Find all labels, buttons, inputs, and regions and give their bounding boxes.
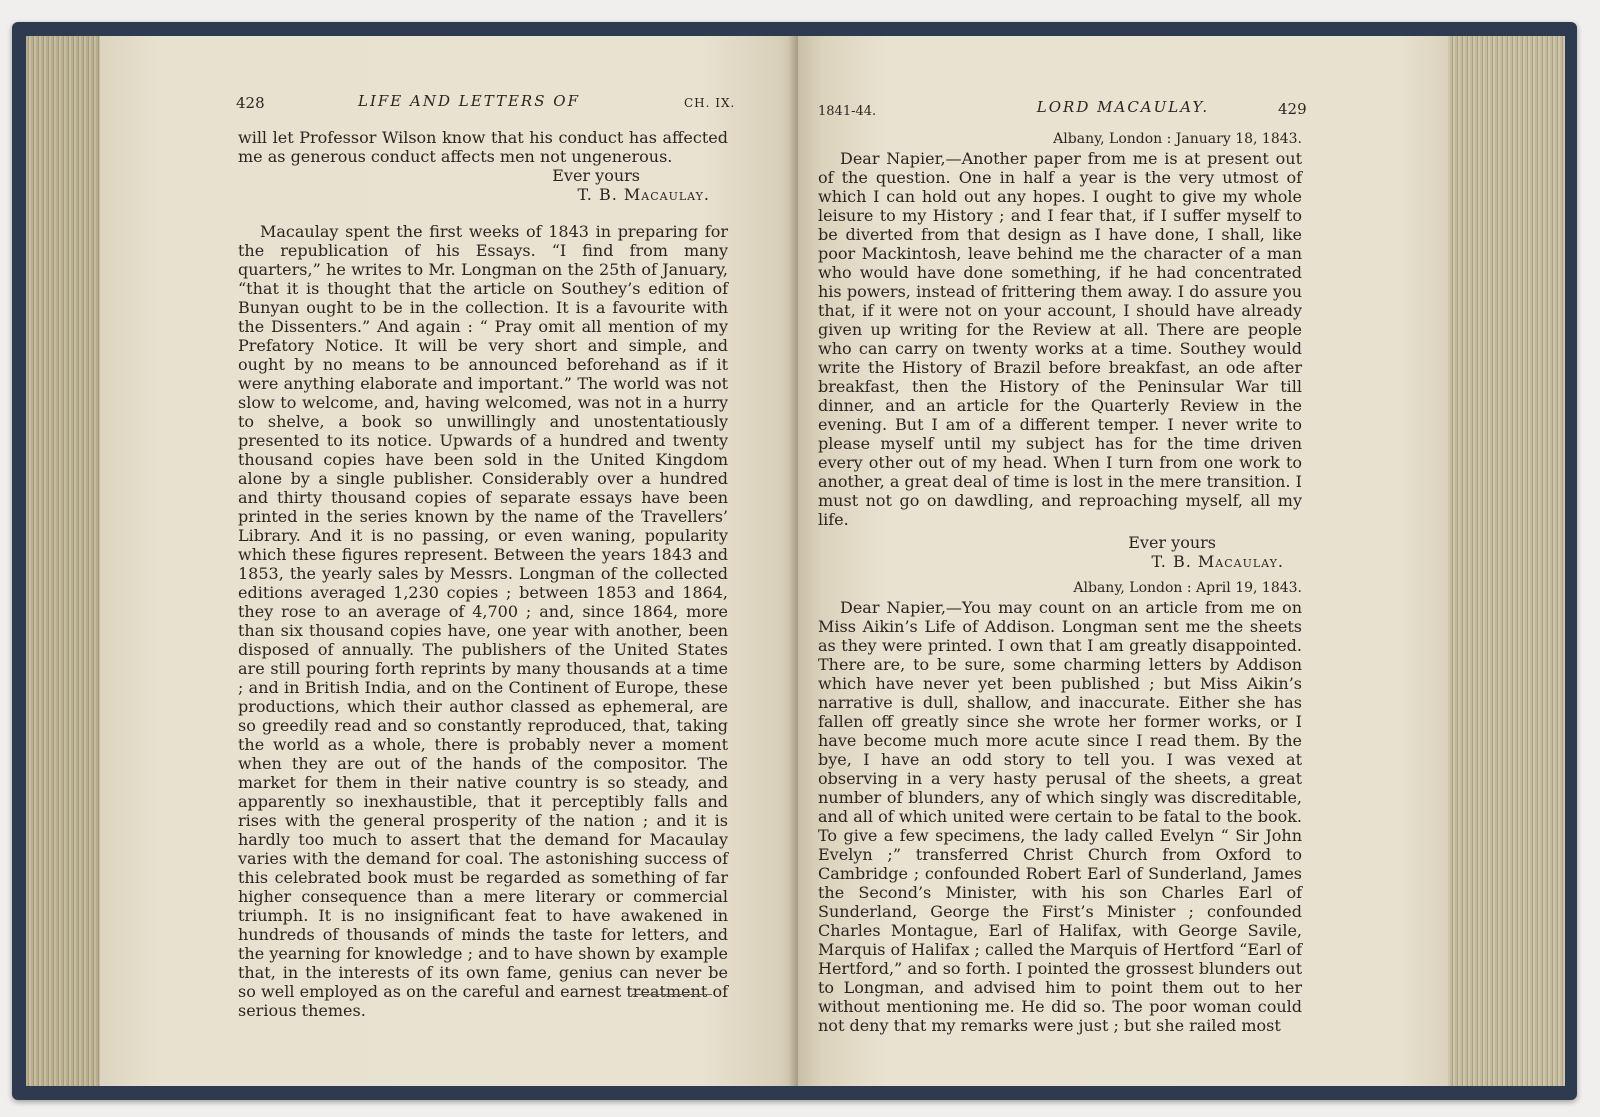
date-range: 1841-44. [818, 104, 877, 119]
letter2-text: Dear Napier,—You may count on an article from me on Miss Aikin’s Life of Addison. Longman sent me the sheets as they were printed. I own that I am greatly disappointed. There are, to be sure, some charming letters by Addison which have never yet been published ; but Miss Aikin’s narrative is dull, shallow, and inaccurate. Either she has fallen off greatly since she wrote her former works, or I have become much more acute since I read them. By the bye, I have an odd story to tell you. I was vexed at observing in a very hasty perusal of the sheets, a great number of blunders, any of which singly was discreditable, and all of which united were certain to be fatal to the book. To give a few specimens, the lady called Evelyn “ Sir John Evelyn ;” transferred Christ Church from Oxford to Cambridge ; confounded Robert Earl of Sunderland, James the Second’s Minister, with his son Charles Earl of Sunderland, George the First’s Minister ; confounded Charles Montague, Earl of Halifax, with George Savile, Marquis of Halifax ; called the Marquis of Hertford “Earl of Hertford,” and so forth. I pointed the grossest blunders out to Longman, and advised him to point them out to her without mentioning me. He did so. The poor woman could not deny that my remarks were just ; but she railed most [818, 598, 1302, 1035]
letter1-signature: T. B. Macaulay. [1151, 552, 1284, 571]
letter2-dateline: Albany, London : April 19, 1843. [1073, 580, 1302, 596]
letter-closing: Ever yours [552, 166, 640, 185]
running-title: LORD MACAULAY. [1036, 98, 1210, 116]
left-page [100, 36, 798, 1086]
right-page-header [798, 98, 1448, 122]
page-edges-right [1430, 36, 1565, 1086]
letter1-dateline: Albany, London : January 18, 1843. [1053, 131, 1302, 147]
left-page-header [100, 92, 798, 116]
right-page [798, 36, 1448, 1086]
running-title: LIFE AND LETTERS OF [358, 92, 580, 110]
letter1-text: Dear Napier,—Another paper from me is at present out of the question. One in half a year is the very utmost of which I can hold out any hopes. I ought to give my whole leisure to my History ; and I fear that, if I suffer myself to be diverted from that design as I have done, I shall, like poor Mackintosh, leave behind me the character of a man who would have done something, if he had concentrated his powers, instead of frittering them away. I do assure you that, if it were not on your account, I should have already given up writing for the Review at all. There are people who can carry on twenty works at a time. Southey would write the History of Brazil before breakfast, an ode after breakfast, then the History of the Peninsular War till dinner, and an article for the Quarterly Review in the evening. But I am of a different temper. I never write to please myself until my subject has for the time driven every other out of my head. When I turn from one work to another, a great deal of time is lost in the mere transition. I must not go on dawdling, and reproaching myself, all my life. [818, 149, 1302, 529]
letter1-closing: Ever yours [1128, 533, 1216, 552]
spacer [238, 204, 728, 222]
opening-paragraph: will let Professor Wilson know that his conduct has affected me as generous conduct affects men not ungenerous. [238, 128, 728, 166]
page-number: 429 [1278, 100, 1307, 118]
end-rule [632, 994, 712, 997]
right-page-text [818, 130, 1302, 1035]
page-number: 428 [236, 94, 265, 112]
letter-signature: T. B. Macaulay. [577, 185, 710, 204]
body-paragraph: Macaulay spent the first weeks of 1843 in preparing for the republication of his Essays. “I find from many quarters,” he writes to Mr. Longman on the 25th of January, “that it is thought that the article on Southey’s edition of Bunyan ought to be in the collection. It is a favourite with the Dissenters.” And again : “ Pray omit all mention of my Prefatory Notice. It will be very short and simple, and ought by no means to be announced beforehand as if it were anything elaborate and important.” The world was not slow to welcome, and, having welcomed, was not in a hurry to shelve, a book so unwillingly and unostentatiously presented to its notice. Upwards of a hundred and twenty thousand copies have been sold in the United Kingdom alone by a single publisher. Considerably over a hundred and thirty thousand copies of separate essays have been printed in the series known by the name of the Travellers’ Library. And it is no passing, or even waning, popularity which these figures represent. Between the years 1843 and 1853, the yearly sales by Messrs. Longman of the collected editions averaged 1,230 copies ; between 1853 and 1864, they rose to an average of 4,700 ; and, since 1864, more than six thousand copies have, one year with another, been disposed of annually. The publishers of the United States are still pouring forth reprints by many thousands at a time ; and in British India, and on the Continent of Europe, these productions, which their author classed as ephemeral, are so greedily read and so constantly reproduced, that, taking the world as a whole, there is probably never a moment when they are out of the hands of the compositor. The market for them in their native country is so steady, and apparently so inexhaustible, that it perceptibly falls and rises with the general prosperity of the nation ; and it is hardly too much to assert that the demand for Macaulay varies with the demand for coal. The astonishing success of this celebrated book must be regarded as something of far higher consequence than a mere literary or commercial triumph. It is no insignificant feat to have awakened in hundreds of thousands of minds the taste for letters, and the yearning for knowledge ; and to have shown by example that, in the interests of its own fame, genius can never be so well employed as on the careful and earnest treatment of serious themes. [238, 222, 728, 1020]
left-page-text [238, 128, 728, 1020]
chapter-label: CH. IX. [684, 96, 736, 110]
